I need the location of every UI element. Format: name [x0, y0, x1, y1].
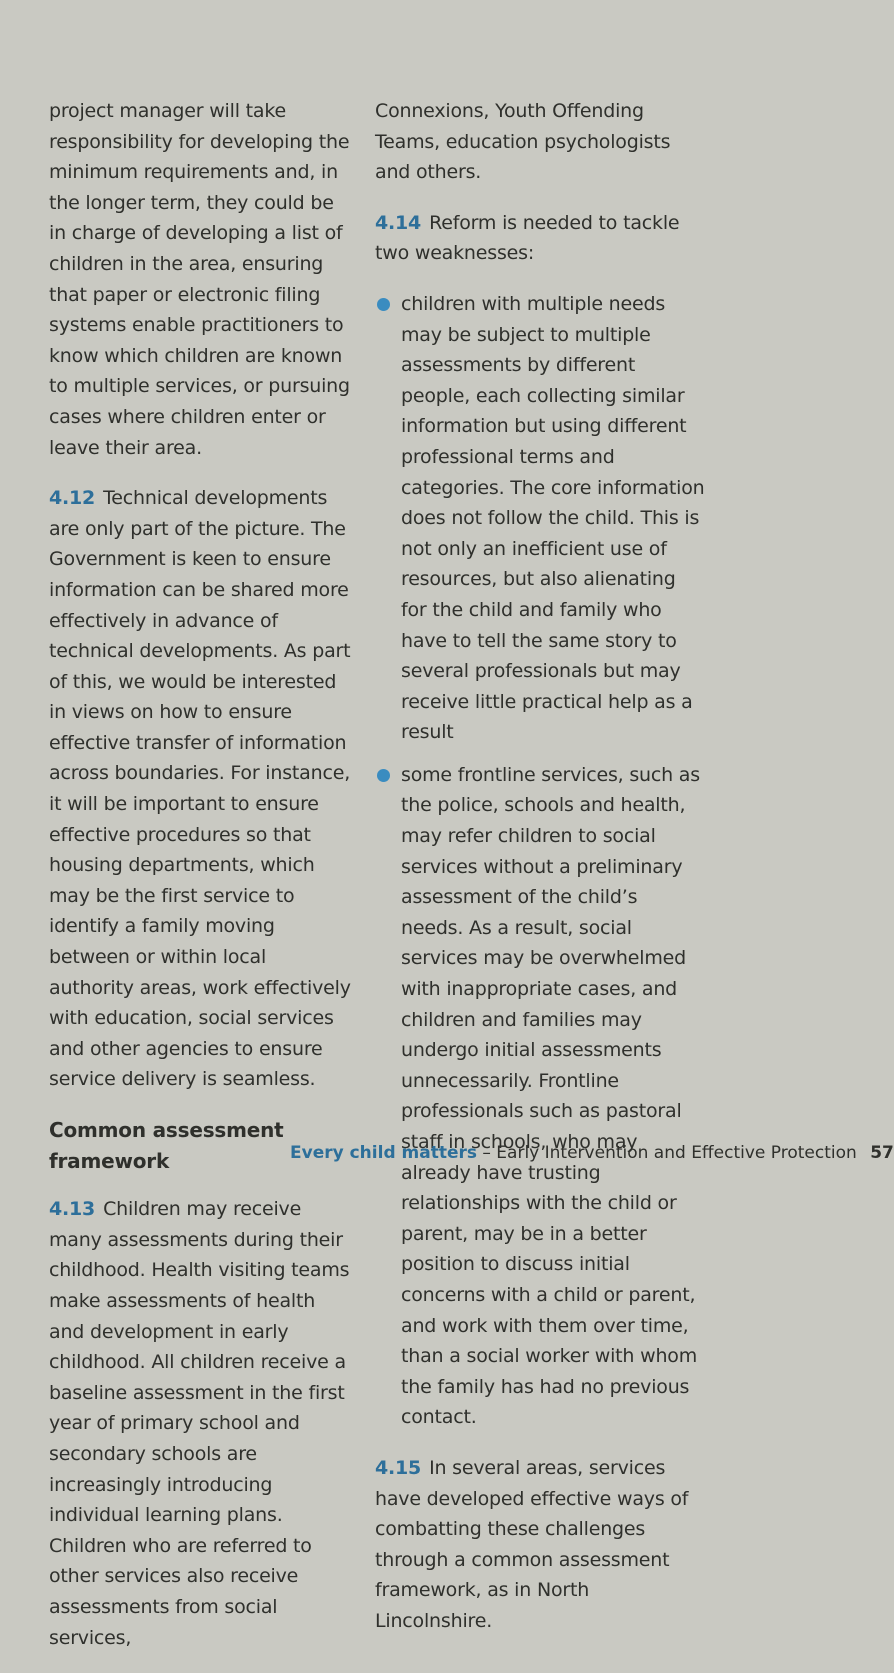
page-footer [290, 1143, 894, 1163]
page-number: 57 [870, 1143, 894, 1163]
paragraph-text: In several areas, services have developed effective ways of combatting these challenges through a common assessment framework, as in North Lincolnshire. [375, 1456, 689, 1632]
paragraph-4-15 [375, 1453, 705, 1637]
list-item [375, 760, 705, 1433]
paragraph-text: Children may receive many assessments during their childhood. Health visiting teams make assessments of health and development in early childhood. All children receive a baseline assessment in the first year of primary school and secondary schools are increasingly introducing individual learning plans. Children who are referred to other services also receive assessments from social services, [49, 1198, 350, 1649]
section-heading: Common assessment framework [49, 1118, 284, 1173]
right-column [375, 96, 705, 1657]
paragraph-continued: Connexions, Youth Offending Teams, education psychologists and others. [375, 100, 671, 184]
weaknesses-list [375, 289, 705, 1433]
list-item-text: children with multiple needs may be subject to multiple assessments by different people, each collecting similar information but using different professional terms and categories. The core information does not follow the child. This is not only an inefficient use of resources, but also alienating for the child and family who have to tell the same story to several professionals but may receive little practical help as a result [401, 292, 705, 744]
footer-brand: Every child matters [290, 1143, 477, 1163]
paragraph-4-14 [375, 208, 705, 269]
bullet-dot-icon [377, 769, 390, 782]
footer-subtitle: – Early Intervention and Effective Protection [482, 1143, 857, 1163]
paragraph-number: 4.12 [49, 487, 96, 510]
paragraph-number: 4.14 [375, 211, 422, 234]
bullet-dot-icon [377, 298, 390, 311]
paragraph-number: 4.15 [375, 1456, 422, 1479]
paragraph-4-12 [49, 483, 354, 1095]
list-item-text: some frontline services, such as the police, schools and health, may refer children to social services without a preliminary assessment of the child’s needs. As a result, social services may be overwhelmed with inappropriate cases, and children and families may undergo initial assessments unnecessarily. Frontline professionals such as pastoral staff in schools, who may already have trusting relationships with the child or parent, may be in a better position to discuss initial concerns with a child or parent, and work with them over time, than a social worker with whom the family has had no previous contact. [401, 763, 700, 1429]
paragraph-text: Technical developments are only part of the picture. The Government is keen to ensure information can be shared more effectively in advance of technical developments. As part of this, we would be interested in views on how to ensure effective transfer of information across boundaries. For instance, it will be important to ensure effective procedures so that housing departments, which may be the first service to identify a family moving between or within local authority areas, work effectively with education, social services and other agencies to ensure service delivery is seamless. [49, 487, 351, 1091]
paragraph-intro: project manager will take responsibility for developing the minimum requirements and, in the longer term, they could be in charge of developing a list of children in the area, ensuring that paper or electronic filing systems enable practitioners to know which children are known to multiple services, or pursuing cases where children enter or leave their area. [49, 100, 350, 459]
paragraph-text: Reform is needed to tackle two weaknesses: [375, 211, 680, 265]
paragraph-4-13 [49, 1194, 354, 1653]
list-item [375, 289, 705, 748]
paragraph-number: 4.13 [49, 1198, 96, 1221]
left-column [49, 96, 354, 1673]
